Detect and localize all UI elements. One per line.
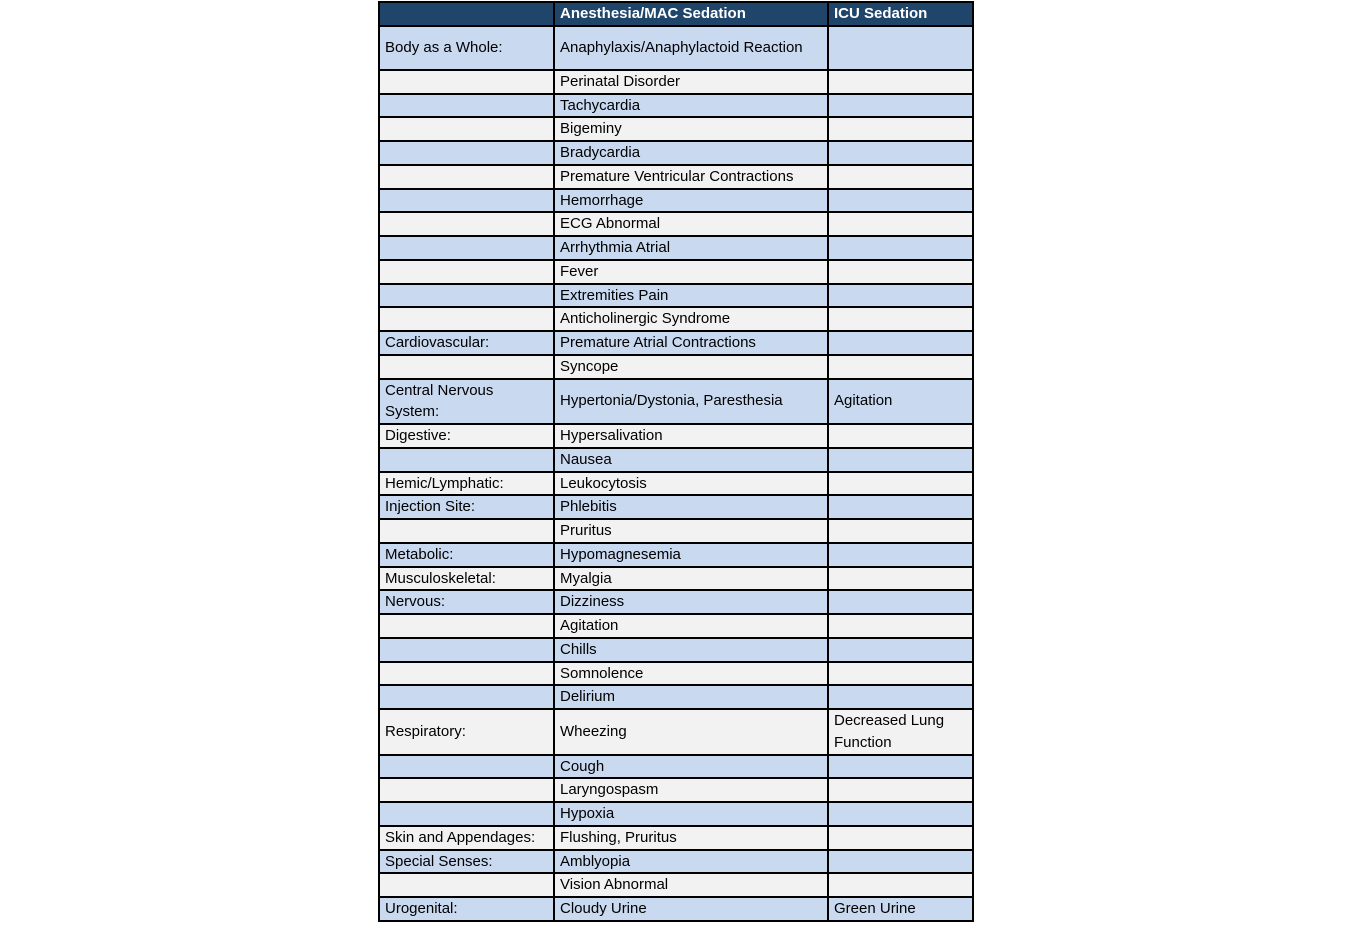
table-row — [379, 212, 973, 236]
table-body — [379, 26, 973, 921]
icu-sedation-cell — [828, 826, 973, 850]
body-system-cell — [379, 236, 554, 260]
table-row — [379, 117, 973, 141]
body-system-cell — [379, 284, 554, 308]
body-system-cell — [379, 260, 554, 284]
anesthesia-mac-sedation-cell: Leukocytosis — [554, 472, 828, 496]
icu-sedation-cell — [828, 424, 973, 448]
body-system-cell: Musculoskeletal: — [379, 567, 554, 591]
table-row — [379, 448, 973, 472]
anesthesia-mac-sedation-cell: Fever — [554, 260, 828, 284]
table-row — [379, 284, 973, 308]
anesthesia-mac-sedation-cell: ECG Abnormal — [554, 212, 828, 236]
icu-sedation-cell — [828, 117, 973, 141]
body-system-cell — [379, 778, 554, 802]
table-row — [379, 495, 973, 519]
icu-sedation-cell — [828, 850, 973, 874]
icu-sedation-cell — [828, 355, 973, 379]
anesthesia-mac-sedation-cell: Amblyopia — [554, 850, 828, 874]
body-system-cell — [379, 70, 554, 94]
anesthesia-mac-sedation-cell: Nausea — [554, 448, 828, 472]
body-system-cell: Nervous: — [379, 590, 554, 614]
body-system-cell: Skin and Appendages: — [379, 826, 554, 850]
body-system-cell: Central Nervous System: — [379, 379, 554, 425]
icu-sedation-cell — [828, 873, 973, 897]
anesthesia-mac-sedation-cell: Hypersalivation — [554, 424, 828, 448]
table-row — [379, 543, 973, 567]
body-system-cell: Cardiovascular: — [379, 331, 554, 355]
icu-sedation-cell: Green Urine — [828, 897, 973, 921]
table-row — [379, 331, 973, 355]
body-system-cell — [379, 873, 554, 897]
anesthesia-mac-sedation-cell: Hypoxia — [554, 802, 828, 826]
anesthesia-mac-sedation-cell: Perinatal Disorder — [554, 70, 828, 94]
header-cell-anesthesia-mac-sedation: Anesthesia/MAC Sedation — [554, 2, 828, 26]
icu-sedation-cell — [828, 778, 973, 802]
table-row — [379, 802, 973, 826]
anesthesia-mac-sedation-cell: Laryngospasm — [554, 778, 828, 802]
table-row — [379, 519, 973, 543]
table-row — [379, 590, 973, 614]
body-system-cell — [379, 685, 554, 709]
icu-sedation-cell — [828, 26, 973, 70]
table-row — [379, 236, 973, 260]
table-row — [379, 826, 973, 850]
body-system-cell: Hemic/Lymphatic: — [379, 472, 554, 496]
body-system-cell — [379, 189, 554, 213]
icu-sedation-cell — [828, 448, 973, 472]
body-system-cell: Urogenital: — [379, 897, 554, 921]
table-row — [379, 141, 973, 165]
table-row — [379, 638, 973, 662]
table-row — [379, 897, 973, 921]
table-row — [379, 662, 973, 686]
anesthesia-mac-sedation-cell: Premature Atrial Contractions — [554, 331, 828, 355]
table-row — [379, 379, 973, 425]
table-row — [379, 424, 973, 448]
anesthesia-mac-sedation-cell: Cloudy Urine — [554, 897, 828, 921]
table-row — [379, 850, 973, 874]
anesthesia-mac-sedation-cell: Arrhythmia Atrial — [554, 236, 828, 260]
table-row — [379, 472, 973, 496]
icu-sedation-cell — [828, 662, 973, 686]
icu-sedation-cell — [828, 472, 973, 496]
icu-sedation-cell: Agitation — [828, 379, 973, 425]
icu-sedation-cell — [828, 165, 973, 189]
anesthesia-mac-sedation-cell: Bradycardia — [554, 141, 828, 165]
body-system-cell: Digestive: — [379, 424, 554, 448]
table-row — [379, 307, 973, 331]
icu-sedation-cell — [828, 307, 973, 331]
icu-sedation-cell — [828, 638, 973, 662]
table-row — [379, 94, 973, 118]
table-row — [379, 355, 973, 379]
table-row — [379, 755, 973, 779]
table-row — [379, 26, 973, 70]
body-system-cell — [379, 307, 554, 331]
icu-sedation-cell — [828, 331, 973, 355]
table-row — [379, 614, 973, 638]
icu-sedation-cell — [828, 70, 973, 94]
body-system-cell — [379, 662, 554, 686]
body-system-cell — [379, 755, 554, 779]
icu-sedation-cell — [828, 260, 973, 284]
anesthesia-mac-sedation-cell: Phlebitis — [554, 495, 828, 519]
icu-sedation-cell — [828, 519, 973, 543]
body-system-cell — [379, 94, 554, 118]
anesthesia-mac-sedation-cell: Myalgia — [554, 567, 828, 591]
table-row — [379, 873, 973, 897]
adverse-reactions-table-container — [378, 1, 974, 922]
anesthesia-mac-sedation-cell: Chills — [554, 638, 828, 662]
table-header-row — [379, 2, 973, 26]
anesthesia-mac-sedation-cell: Cough — [554, 755, 828, 779]
icu-sedation-cell — [828, 590, 973, 614]
anesthesia-mac-sedation-cell: Agitation — [554, 614, 828, 638]
table-row — [379, 70, 973, 94]
table-row — [379, 189, 973, 213]
header-cell-icu-sedation: ICU Sedation — [828, 2, 973, 26]
icu-sedation-cell — [828, 236, 973, 260]
body-system-cell: Metabolic: — [379, 543, 554, 567]
icu-sedation-cell — [828, 755, 973, 779]
anesthesia-mac-sedation-cell: Vision Abnormal — [554, 873, 828, 897]
body-system-cell: Injection Site: — [379, 495, 554, 519]
anesthesia-mac-sedation-cell: Delirium — [554, 685, 828, 709]
icu-sedation-cell — [828, 543, 973, 567]
anesthesia-mac-sedation-cell: Bigeminy — [554, 117, 828, 141]
body-system-cell — [379, 212, 554, 236]
body-system-cell — [379, 141, 554, 165]
body-system-cell — [379, 448, 554, 472]
icu-sedation-cell: Decreased Lung Function — [828, 709, 973, 755]
icu-sedation-cell — [828, 284, 973, 308]
icu-sedation-cell — [828, 495, 973, 519]
anesthesia-mac-sedation-cell: Pruritus — [554, 519, 828, 543]
anesthesia-mac-sedation-cell: Hypertonia/Dystonia, Paresthesia — [554, 379, 828, 425]
body-system-cell — [379, 614, 554, 638]
anesthesia-mac-sedation-cell: Wheezing — [554, 709, 828, 755]
table-row — [379, 685, 973, 709]
anesthesia-mac-sedation-cell: Hemorrhage — [554, 189, 828, 213]
table-row — [379, 709, 973, 755]
adverse-reactions-table — [378, 1, 974, 922]
body-system-cell — [379, 519, 554, 543]
body-system-cell — [379, 117, 554, 141]
header-cell-body-system — [379, 2, 554, 26]
anesthesia-mac-sedation-cell: Extremities Pain — [554, 284, 828, 308]
icu-sedation-cell — [828, 567, 973, 591]
anesthesia-mac-sedation-cell: Anaphylaxis/Anaphylactoid Reaction — [554, 26, 828, 70]
icu-sedation-cell — [828, 141, 973, 165]
anesthesia-mac-sedation-cell: Hypomagnesemia — [554, 543, 828, 567]
icu-sedation-cell — [828, 685, 973, 709]
body-system-cell — [379, 165, 554, 189]
anesthesia-mac-sedation-cell: Flushing, Pruritus — [554, 826, 828, 850]
body-system-cell — [379, 638, 554, 662]
table-row — [379, 165, 973, 189]
anesthesia-mac-sedation-cell: Premature Ventricular Contractions — [554, 165, 828, 189]
anesthesia-mac-sedation-cell: Dizziness — [554, 590, 828, 614]
icu-sedation-cell — [828, 212, 973, 236]
anesthesia-mac-sedation-cell: Somnolence — [554, 662, 828, 686]
icu-sedation-cell — [828, 614, 973, 638]
icu-sedation-cell — [828, 802, 973, 826]
table-row — [379, 778, 973, 802]
anesthesia-mac-sedation-cell: Syncope — [554, 355, 828, 379]
table-row — [379, 260, 973, 284]
body-system-cell: Special Senses: — [379, 850, 554, 874]
body-system-cell — [379, 802, 554, 826]
table-row — [379, 567, 973, 591]
body-system-cell — [379, 355, 554, 379]
anesthesia-mac-sedation-cell: Tachycardia — [554, 94, 828, 118]
icu-sedation-cell — [828, 189, 973, 213]
icu-sedation-cell — [828, 94, 973, 118]
anesthesia-mac-sedation-cell: Anticholinergic Syndrome — [554, 307, 828, 331]
body-system-cell: Respiratory: — [379, 709, 554, 755]
body-system-cell: Body as a Whole: — [379, 26, 554, 70]
